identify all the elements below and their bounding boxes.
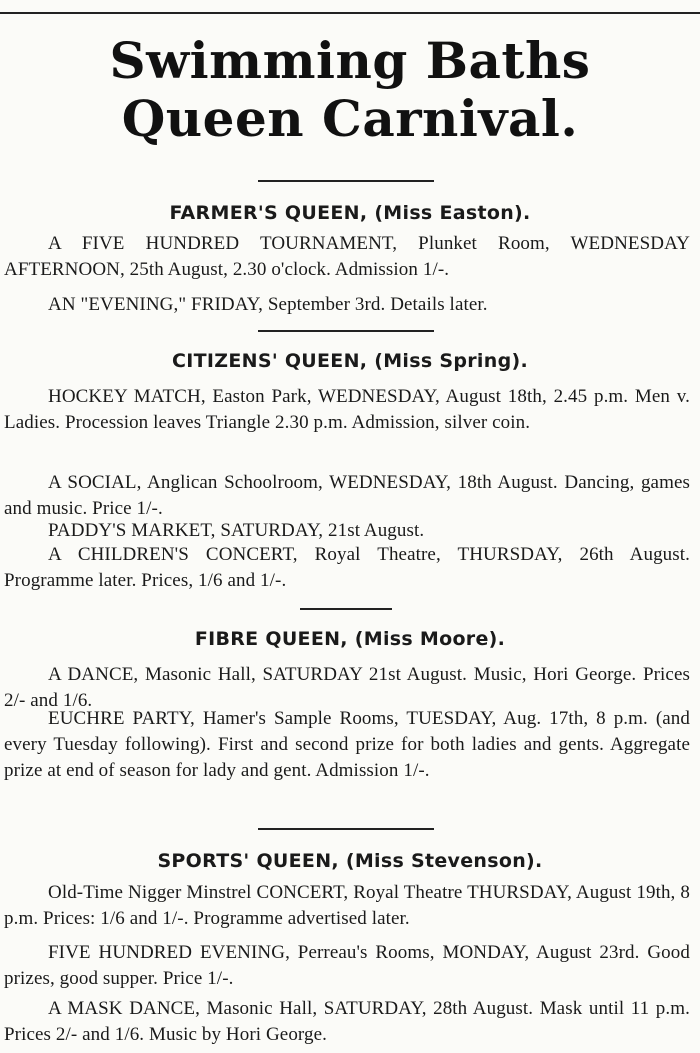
queen-sponsor: (Miss Spring). bbox=[374, 350, 528, 372]
section-heading-citizens-queen bbox=[0, 350, 700, 372]
queen-title: SPORTS' QUEEN, bbox=[157, 850, 339, 872]
event-paragraph: EUCHRE PARTY, Hamer's Sample Rooms, TUESDAY, Aug. 17th, 8 p.m. (and every Tuesday following). First and second prize for both ladies and gents. Aggregate prize at end of season for lady and gent. Admission 1/-. bbox=[4, 708, 690, 781]
event-paragraph: HOCKEY MATCH, Easton Park, WEDNESDAY, August 18th, 2.45 p.m. Men v. Ladies. Procession leaves Triangle 2.30 p.m. Admission, silver coin. bbox=[4, 386, 690, 433]
event-paragraph: A DANCE, Masonic Hall, SATURDAY 21st August. Music, Hori George. Prices 2/- and 1/6. bbox=[4, 664, 690, 711]
queen-sponsor: (Miss Moore). bbox=[354, 628, 506, 650]
top-rule bbox=[0, 12, 700, 14]
section-divider bbox=[300, 608, 392, 610]
event-paragraph: AN "EVENING," FRIDAY, September 3rd. Details later. bbox=[48, 294, 488, 315]
page-title: Swimming Baths Queen Carnival. bbox=[109, 31, 591, 148]
queen-title: FARMER'S QUEEN, bbox=[169, 202, 368, 224]
section-heading-fibre-queen bbox=[0, 628, 700, 650]
event-paragraph: PADDY'S MARKET, SATURDAY, 21st August. bbox=[48, 520, 425, 541]
event-paragraph: FIVE HUNDRED EVENING, Perreau's Rooms, MONDAY, August 23rd. Good prizes, good supper. Price 1/-. bbox=[4, 942, 690, 989]
section-divider bbox=[258, 330, 434, 332]
event-paragraph: A SOCIAL, Anglican Schoolroom, WEDNESDAY, 18th August. Dancing, games and music. Price 1/-. bbox=[4, 472, 690, 519]
queen-sponsor: (Miss Easton). bbox=[374, 202, 531, 224]
event-paragraph: Old-Time Nigger Minstrel CONCERT, Royal Theatre THURSDAY, August 19th, 8 p.m. Prices: 1/6 and 1/-. Programme advertised later. bbox=[4, 882, 690, 929]
section-divider bbox=[258, 828, 434, 830]
event-paragraph: A MASK DANCE, Masonic Hall, SATURDAY, 28th August. Mask until 11 p.m. Prices 2/- and 1/6. Music by Hori George. bbox=[4, 998, 690, 1045]
event-paragraph: A CHILDREN'S CONCERT, Royal Theatre, THURSDAY, 26th August. Programme later. Prices, 1/6 and 1/-. bbox=[4, 544, 690, 591]
section-heading-sports-queen bbox=[0, 850, 700, 872]
queen-title: CITIZENS' QUEEN, bbox=[172, 350, 368, 372]
queen-sponsor: (Miss Stevenson). bbox=[345, 850, 543, 872]
section-heading-farmers-queen bbox=[0, 202, 700, 224]
event-paragraph: A FIVE HUNDRED TOURNAMENT, Plunket Room, WEDNESDAY AFTERNOON, 25th August, 2.30 o'clock. Admission 1/-. bbox=[4, 233, 690, 280]
queen-title: FIBRE QUEEN, bbox=[194, 628, 348, 650]
section-divider bbox=[258, 180, 434, 182]
